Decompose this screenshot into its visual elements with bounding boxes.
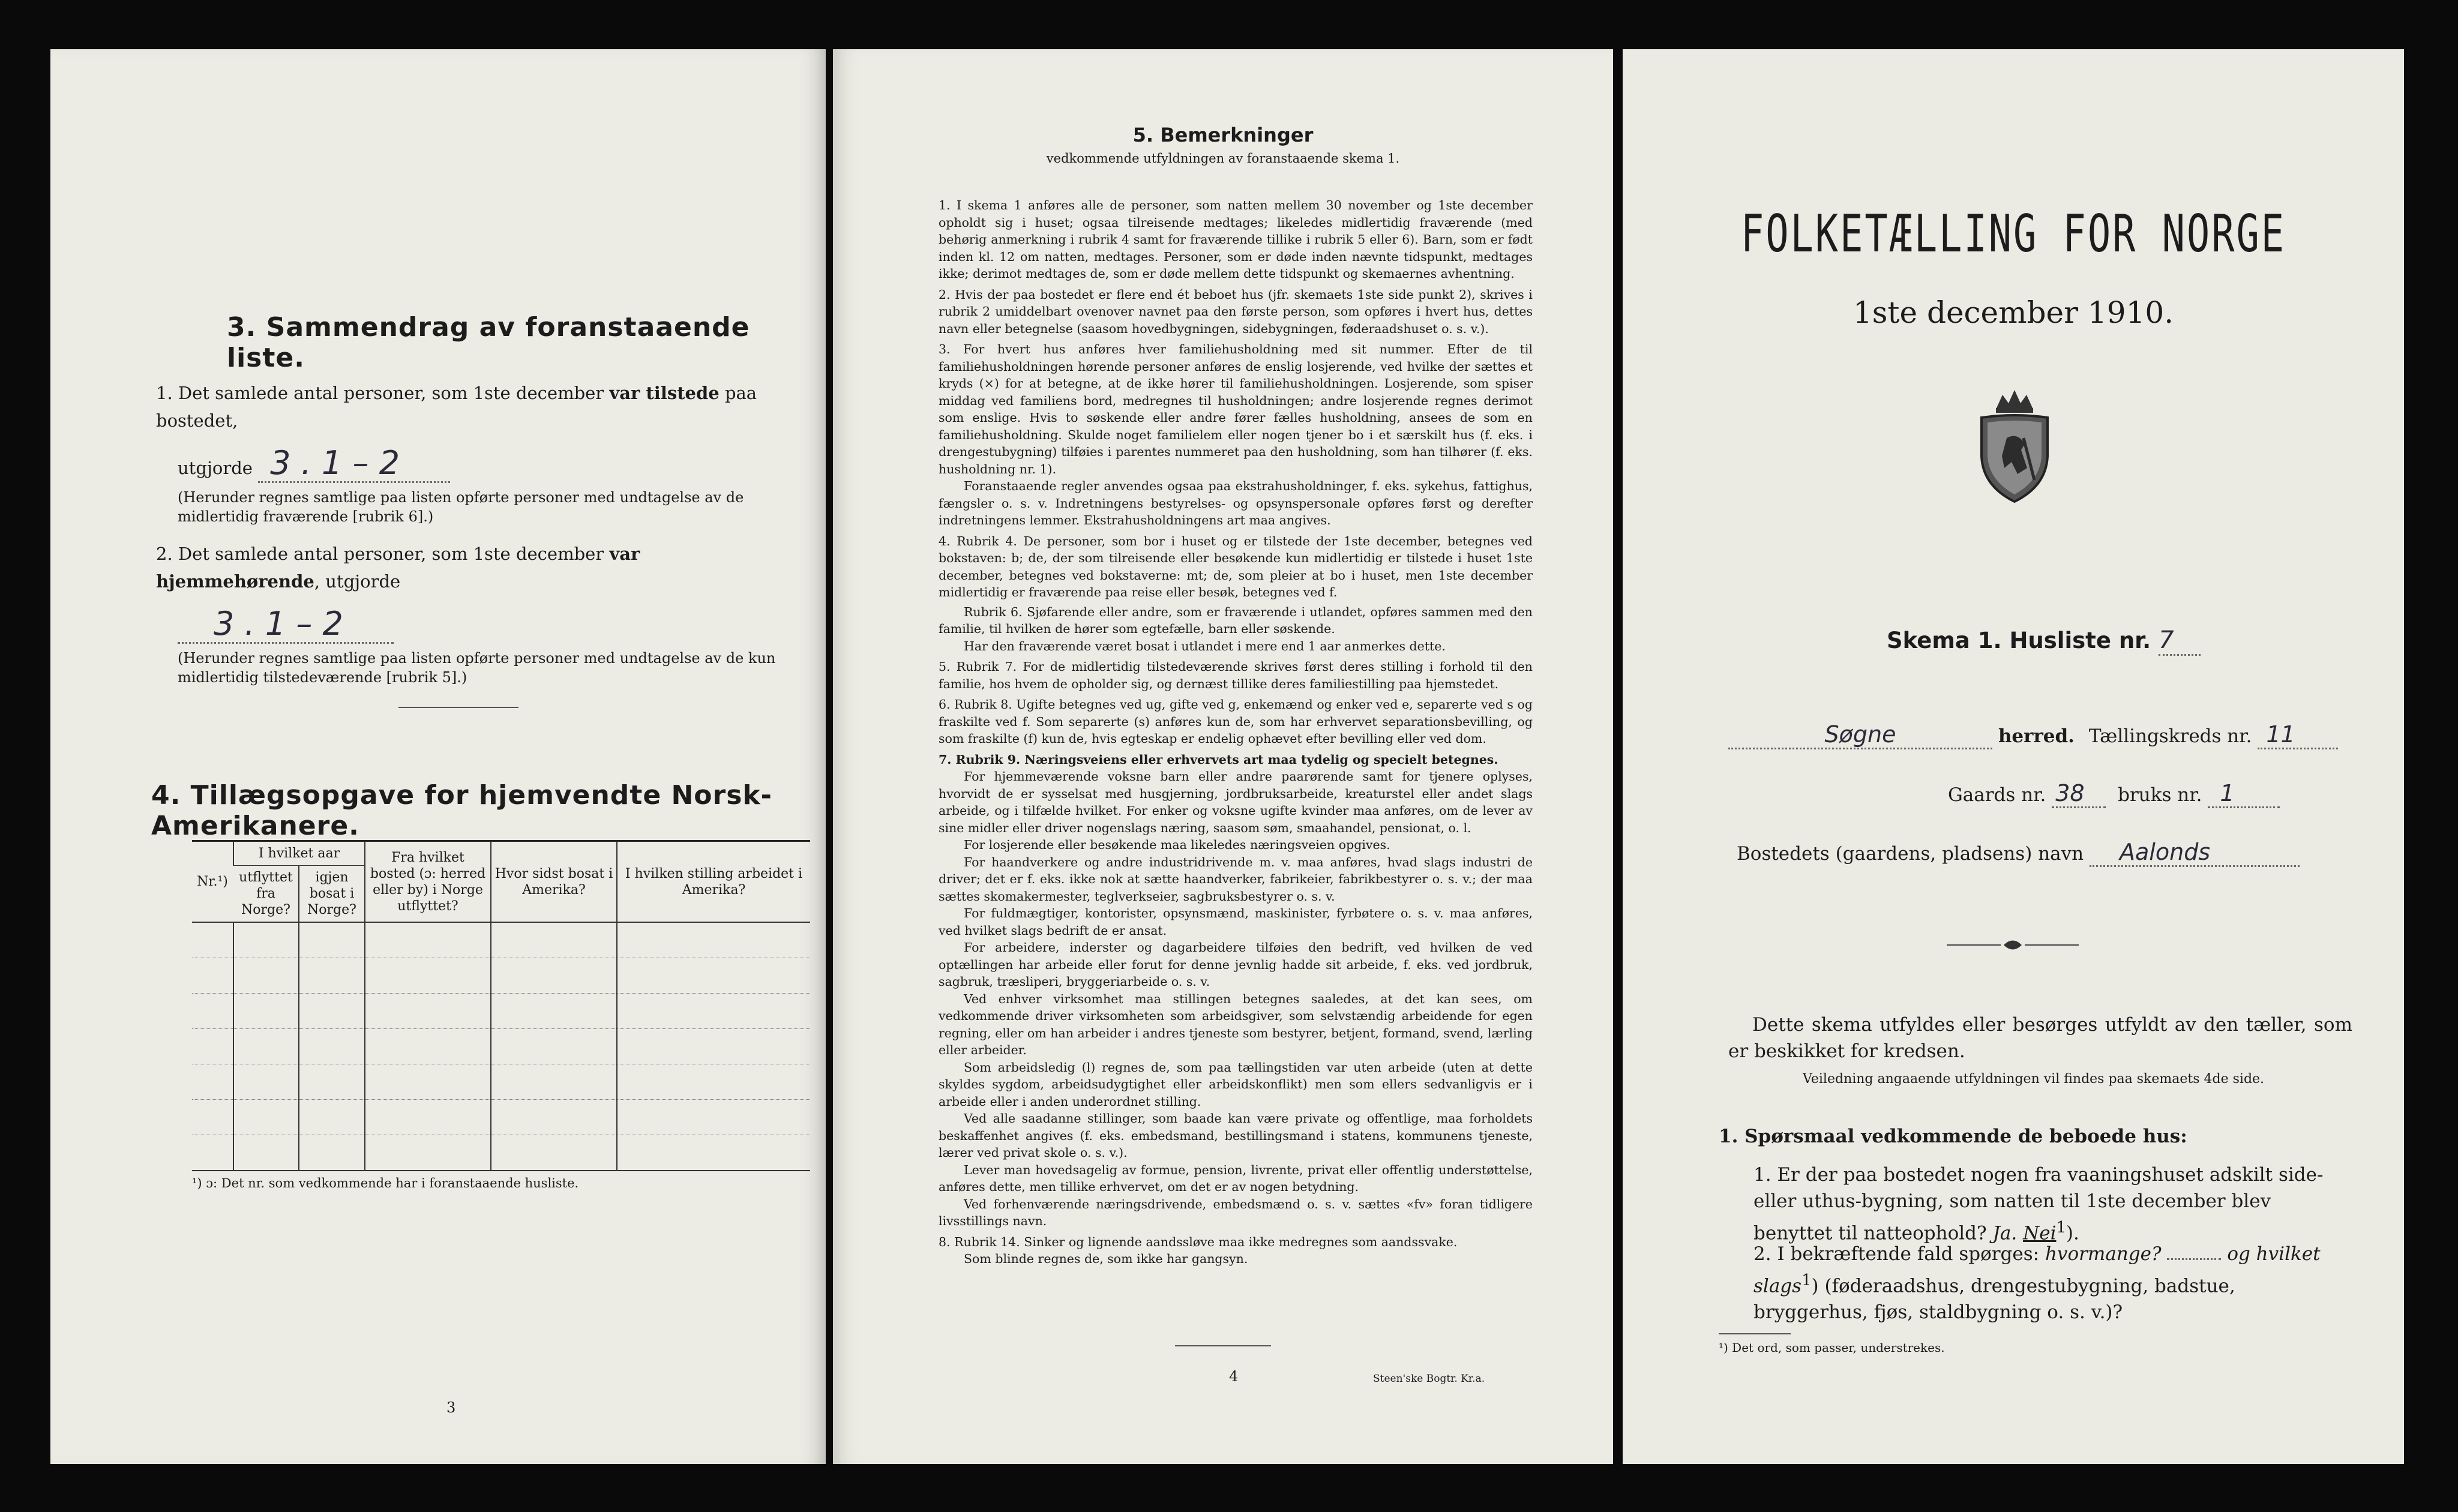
page-1	[1623, 49, 2404, 1464]
q2-note: (Herunder regnes samtlige paa listen opførte personer med undtagelse av de kun midlertidig tilstedeværende [rubrik 5].)	[178, 650, 776, 686]
gaards-label: Gaards nr.	[1948, 784, 2046, 806]
page-number-3: 3	[446, 1399, 456, 1416]
section4-title: 4. Tillægsopgave for hjemvendte Norsk-Amerikanere.	[151, 780, 772, 841]
question-2-text: 2. I bekræftende fald spørges:	[1753, 1243, 2040, 1265]
remark-item: 5. Rubrik 7. For de midlertidig tilstedeværende skrives først deres stilling i forhold til den familie, hos hvem de opholder sig, og dernæst tillike deres familiestilling paa hjemstedet.	[939, 659, 1533, 691]
page-number-4: 4	[1229, 1368, 1239, 1385]
bosted-line	[1737, 839, 2300, 867]
bosted-value: Aalonds	[2090, 839, 2300, 867]
remark-item: Lever man hovedsagelig av formue, pension, livrente, privat eller offentlig understøttelse, anføres dette, men tillike erhvervet, om det er av nogen betydning.	[939, 1162, 1533, 1194]
th-nr: Nr.¹)	[192, 842, 233, 922]
q1-answer: 3 . 1 – 2	[258, 445, 450, 483]
kreds-label: Tællingskreds nr.	[2088, 725, 2252, 747]
remark-item: For losjerende eller besøkende maa likeledes næringsveien opgives.	[964, 838, 1390, 852]
remark-item: For haandverkere og andre industridrivende m. v. maa anføres, hvad slags industri de driver; det er f. eks. ikke nok at sætte haandverker, fabrikeier, fabrikbestyrer o. s. v.; der maa sættes skomakermester, teglverkseier, sagbruksbestyrer o. s. v.	[939, 854, 1533, 904]
th-utflyttet: utflyttet fra Norge?	[233, 866, 299, 923]
gaards-line	[1948, 780, 2280, 808]
questions-heading-text: 1. Spørsmaal vedkommende de beboede hus:	[1719, 1126, 2187, 1147]
q2-text: 2. Det samlede antal personer, som 1ste december	[156, 544, 604, 564]
page1-footnote: ¹) Det ord, som passer, understrekes.	[1719, 1340, 1945, 1355]
question-2-hvilket: og hvilket slags	[1753, 1243, 2321, 1297]
table-row	[192, 994, 810, 1029]
remark-item: For arbeidere, inderster og dagarbeidere tilføies den bedrift, ved hvilken de ved optællingen har arbeide eller forut for denne jevnlig hadde sit arbeide, f. eks. ved jordbruk, sagbruk, træsliperi, bryggeriarbeide o. s. v.	[939, 940, 1533, 989]
kreds-value: 11	[2258, 721, 2338, 749]
remark-item: For fuldmægtiger, kontorister, opsynsmænd, maskinister, fyrbøtere o. s. v. maa anføres, ved hvilket slags bedrift de er ansat.	[939, 906, 1533, 938]
remark-item: 4. Rubrik 4. De personer, som bor i huset og er tilstede der 1ste december, betegnes ved bokstaven: b; de, der som tilreisende eller besøkende kun midlertidig er tilstede i huset 1ste december, betegnes ved bokstaverne: mt; de, som pleier at bo i huset, men 1ste december midlertidig er fraværende paa reise eller besøk, betegnes ved f.	[939, 533, 1533, 599]
remark-item: Som arbeidsledig (l) regnes de, som paa tællingstiden var uten arbeide (uten at dette skyldes sygdom, arbeidsudygtighet eller arbeidskonflikt) men som ellers sedvanligvis er i arbeide eller i anden underordnet stilling.	[939, 1060, 1533, 1109]
answer-nei: Nei	[2023, 1222, 2057, 1244]
instruction-text: Dette skema utfyldes eller besørges utfyldt av den tæller, som er beskikket for kredsen.	[1728, 1014, 2352, 1062]
question-1: 1. Er der paa bostedet nogen fra vaaningshuset adskilt side- eller uthus-bygning, som natten til 1ste december blev benyttet til natteophold? Ja. Nei$^1$).	[1753, 1164, 2324, 1244]
q2-bold: var hjemmehørende	[156, 544, 640, 592]
table-wrap	[192, 840, 810, 1171]
remark-item: Ved forhenværende næringsdrivende, embedsmænd o. s. v. sættes «fv» foran tidligere livsstillings navn.	[939, 1196, 1533, 1228]
q2-text-b: , utgjorde	[314, 571, 401, 592]
herred-line	[1728, 721, 2352, 749]
table-row	[192, 922, 810, 958]
q1-text-b: paa bostedet,	[156, 383, 757, 431]
remark-item: 2. Hvis der paa bostedet er flere end ét beboet hus (jfr. skemaets 1ste side punkt 2), skrives i rubrik 2 umiddelbart ovenover navnet paa den første person, som opføres i hvert hus, dettes navn eller betegnelse (saasom hovedbygningen, sidebygningen, føderaadshuset o. s. v.).	[939, 287, 1533, 336]
q2-answer: 3 . 1 – 2	[178, 606, 394, 644]
answer-ja: Ja.	[1992, 1222, 2018, 1244]
q1-block	[156, 379, 804, 526]
q2-answer-line	[156, 606, 804, 644]
question-2-hvormange: hvormange?	[2045, 1243, 2162, 1265]
husliste-nr: 7	[2159, 626, 2201, 656]
question-2-text-b: (føderaadshus, drengestubygning, badstue, bryggerhus, fjøs, staldbygning o. s. v.)?	[1753, 1275, 2235, 1324]
gaards-value: 38	[2052, 780, 2106, 808]
herred-value: Søgne	[1728, 721, 1992, 749]
guide-text: Veiledning angaaende utfyldningen vil findes paa skemaets 4de side.	[1803, 1072, 2265, 1087]
remark-item: 7. Rubrik 9. Næringsveiens eller erhvervets art maa tydelig og specielt betegnes.	[939, 752, 1498, 767]
remarks-subtitle: vedkommende utfyldningen av foranstaaende skema 1.	[1046, 151, 1400, 166]
ornament-divider	[1947, 936, 2079, 954]
th-hvor: Hvor sidst bosat i Amerika?	[491, 842, 617, 922]
skema-label: Skema 1. Husliste nr.	[1887, 628, 2151, 653]
th-fra: Fra hvilket bosted (ɔ: herred eller by) i Norge utflyttet?	[365, 842, 491, 922]
table-row	[192, 958, 810, 994]
remark-item: Ved enhver virksomhet maa stillingen betegnes saaledes, at det kan sees, om vedkommende driver virksomheten som arbeidsgiver, som selvstændig arbeidende for egen regning, eller om han arbeider i andres tjeneste som bestyrer, betjent, formand, svend, lærling eller arbeider.	[939, 991, 1533, 1057]
remark-item: Ved alle saadanne stillinger, som baade kan være private og offentlige, maa forholdets beskaffenhet angives (f. eks. embedsmand, bestillingsmand i statens, kommunens tjeneste, lærer ved privat skole o. s. v.).	[939, 1111, 1533, 1160]
table-row	[192, 1064, 810, 1100]
table-row	[192, 1029, 810, 1064]
remark-item: Rubrik 6. Sjøfarende eller andre, som er fraværende i utlandet, opføres sammen med den familie, til hvilken de hører som egtefælle, barn eller søskende.	[939, 604, 1533, 636]
q2-block	[156, 540, 804, 687]
norsk-amerikaner-table	[192, 842, 810, 1171]
main-title: FOLKETÆLLING FOR NORGE	[1740, 204, 2286, 264]
page-3	[50, 49, 826, 1464]
census-date: 1ste december 1910.	[1853, 295, 2174, 330]
th-stilling: I hvilken stilling arbeidet i Amerika?	[617, 842, 810, 922]
question-1-text: 1. Er der paa bostedet nogen fra vaaningshuset adskilt side- eller uthus-bygning, som natten til 1ste december blev benyttet til natteophold?	[1753, 1164, 2324, 1244]
divider	[398, 707, 518, 708]
questions-heading	[1719, 1123, 2187, 1150]
remark-item: 3. For hvert hus anføres hver familiehusholdning med sit nummer. Efter de til familiehusholdningen hørende personer anføres de enslig losjerende, ved hvilke der sættes et kryds (×) for at betegne, at de ikke hører til familiehusholdningen. Losjerende, som spiser middag ved familiens bord, medregnes til husholdningen; andre losjerende regnes derimot som enslige. Hvis to søskende eller andre fører fælles husholdning, ansees de som en familiehusholdning. Skulde noget familielem eller nogen tjener bo i et særskilt hus (f. eks. i drengestubygning) tilføies i parentes nummeret paa den husholdning, som han tilhører (f. eks. husholdning nr. 1).	[939, 342, 1533, 476]
page-4	[833, 49, 1613, 1464]
remark-item: Har den fraværende været bosat i utlandet i mere end 1 aar anmerkes dette.	[964, 638, 1446, 653]
q1-note: (Herunder regnes samtlige paa listen opførte personer med undtagelse av de midlertidig fraværende [rubrik 6].)	[178, 489, 744, 525]
remark-item: 8. Rubrik 14. Sinker og lignende aandssløve maa ikke medregnes som aandssvake.	[939, 1234, 1458, 1249]
printer-mark: Steen'ske Bogtr. Kr.a.	[1373, 1373, 1485, 1385]
remark-item: 6. Rubrik 8. Ugifte betegnes ved ug, gifte ved g, enkemænd og enker ved e, separerte ved s og fraskilte ved f. Som separerte (s) anføres kun de, som har erhvervet separationsbevilling, og som fraskilte (f) kun de, hvis egteskap er endelig ophævet efter bevilling eller ved dom.	[939, 697, 1533, 746]
divider	[1175, 1345, 1271, 1346]
bosted-label: Bostedets (gaardens, pladsens) navn	[1737, 843, 2084, 865]
th-igjen: igjen bosat i Norge?	[299, 866, 365, 923]
bruks-value: 1	[2208, 780, 2280, 808]
skema-line	[1887, 626, 2201, 656]
q2-line	[156, 540, 804, 595]
coat-of-arms-icon	[1970, 384, 2060, 504]
remark-item: For hjemmeværende voksne barn eller andre paarørende samt for tjenere oplyses, hvorvidt de er sysselsat med husgjerning, jordbruksarbeide, kreaturstel eller andet slags arbeide, og i tilfælde hvilket. For enker og voksne ugifte kvinder maa anføres, om de lever av sine midler eller driver nogenslags næring, saasom søm, smaahandel, pensionat, o. l.	[939, 769, 1533, 835]
remarks-list	[939, 197, 1533, 1268]
herred-label: herred.	[1998, 725, 2075, 747]
q1-answer-line	[156, 445, 804, 483]
remark-item: Foranstaaende regler anvendes ogsaa paa ekstrahusholdninger, f. eks. sykehus, fattighus, fængsler o. s. v. Indretningens bestyrelses- og opsynspersonale opføres først og derefter indretningens lemmer. Ekstrahusholdningens art maa angives.	[939, 479, 1533, 527]
footnote-rule	[1719, 1333, 1791, 1334]
q1-text: 1. Det samlede antal personer, som 1ste december	[156, 383, 604, 403]
remark-item: Som blinde regnes de, som ikke har gangsyn.	[964, 1252, 1248, 1266]
table-row	[192, 1100, 810, 1135]
question-2: 2. I bekræftende fald spørges: hvormange? og hvilket slags$^1$) (føderaadshus, drengestubygning, badstue, bryggerhus, fjøs, staldbygning o. s. v.)?	[1753, 1243, 2321, 1324]
remark-item: 1. I skema 1 anføres alle de personer, som natten mellem 30 november og 1ste december opholdt sig i huset; ogsaa tilreisende medtages; likeledes midlertidig fraværende (med behørig anmerkning i rubrik 4 samt for fraværende tillike i rubrik 5 eller 6). Barn, som er født inden kl. 12 om natten, medtages. Personer, som er døde inden nævnte tidspunkt, medtages ikke; derimot medtages de, som er døde mellem dette tidspunkt og skemaernes avhentning.	[939, 198, 1533, 281]
q1-utgjorde-label: utgjorde	[178, 458, 253, 478]
q1-line	[156, 379, 804, 434]
table-footnote: ¹) ɔ: Det nr. som vedkommende har i foranstaaende husliste.	[192, 1176, 579, 1190]
remarks-title: 5. Bemerkninger	[1132, 124, 1314, 146]
section3-title: 3. Sammendrag av foranstaaende liste.	[227, 312, 750, 373]
q1-bold: var tilstede	[609, 383, 720, 403]
bruks-label: bruks nr.	[2118, 784, 2202, 806]
th-group: I hvilket aar	[233, 842, 365, 866]
table-row	[192, 1135, 810, 1171]
